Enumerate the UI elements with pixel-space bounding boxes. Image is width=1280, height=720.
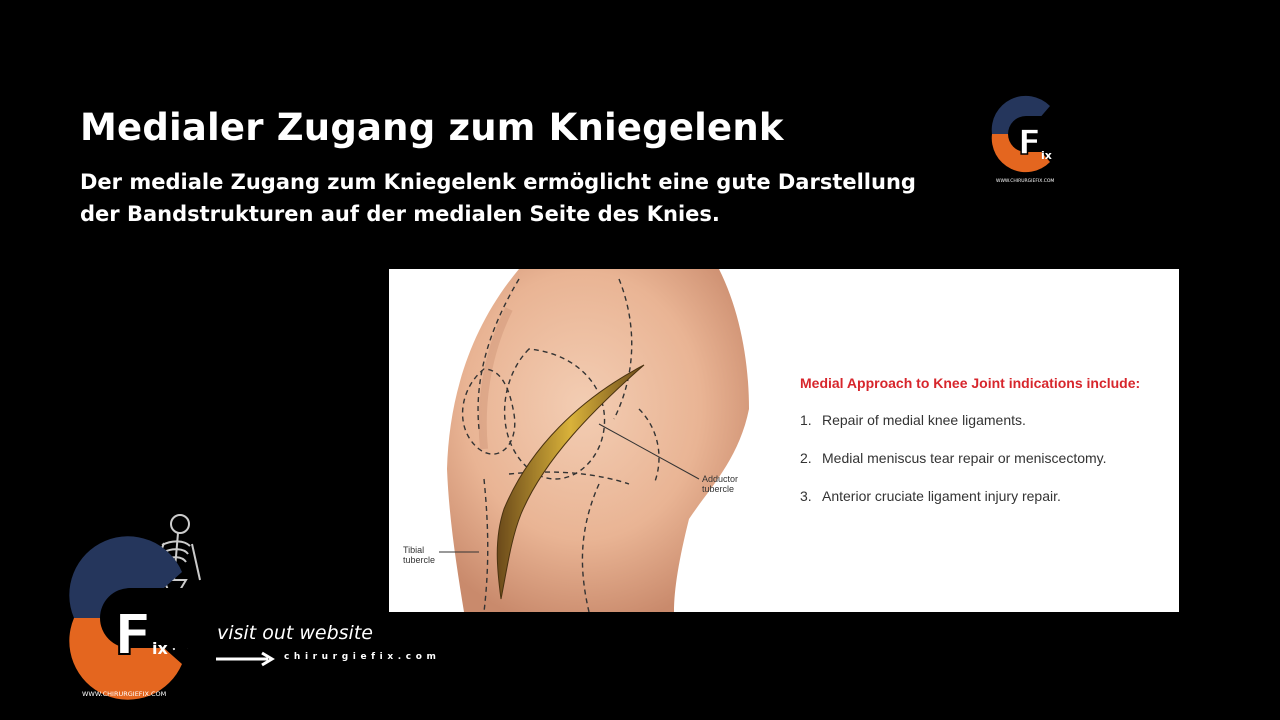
label-adductor-tubercle: Adductor tubercle: [702, 474, 739, 494]
logo-letter: F: [1018, 123, 1042, 163]
logo-letter: F: [114, 603, 153, 668]
list-item: 1. Repair of medial knee ligaments.: [800, 412, 1026, 428]
logo-suffix: ix: [1041, 149, 1052, 162]
indications-list: [800, 412, 1107, 526]
arrow-right-icon: [216, 650, 278, 668]
page-title: Medialer Zugang zum Kniegelenk: [80, 106, 784, 149]
page-subtitle: Der mediale Zugang zum Kniegelenk ermöglicht eine gute Darstellung der Bandstrukturen auf der medialen Seite des Knies.: [80, 170, 916, 226]
logo-ring-text: WWW.CHIRURGIEFIX.COM: [996, 179, 1055, 184]
chirurgiefix-logo-bottom: [62, 510, 212, 710]
list-item: 2. Medial meniscus tear repair or meniscectomy.: [800, 450, 1107, 466]
indications-title: Medial Approach to Knee Joint indications include:: [800, 375, 1141, 391]
chirurgiefix-logo-top: [986, 94, 1066, 190]
logo-ring-text: WWW.CHIRURGIEFIX.COM: [82, 690, 167, 698]
visit-website-text: visit out website: [217, 622, 373, 644]
logo-suffix: ix: [152, 639, 168, 658]
list-item: 3. Anterior cruciate ligament injury repair.: [800, 488, 1061, 504]
label-tibial-tubercle: Tibial tubercle: [403, 545, 436, 565]
knee-figure-panel: [389, 269, 1179, 612]
website-link[interactable]: chirurgiefix.com: [284, 652, 441, 662]
